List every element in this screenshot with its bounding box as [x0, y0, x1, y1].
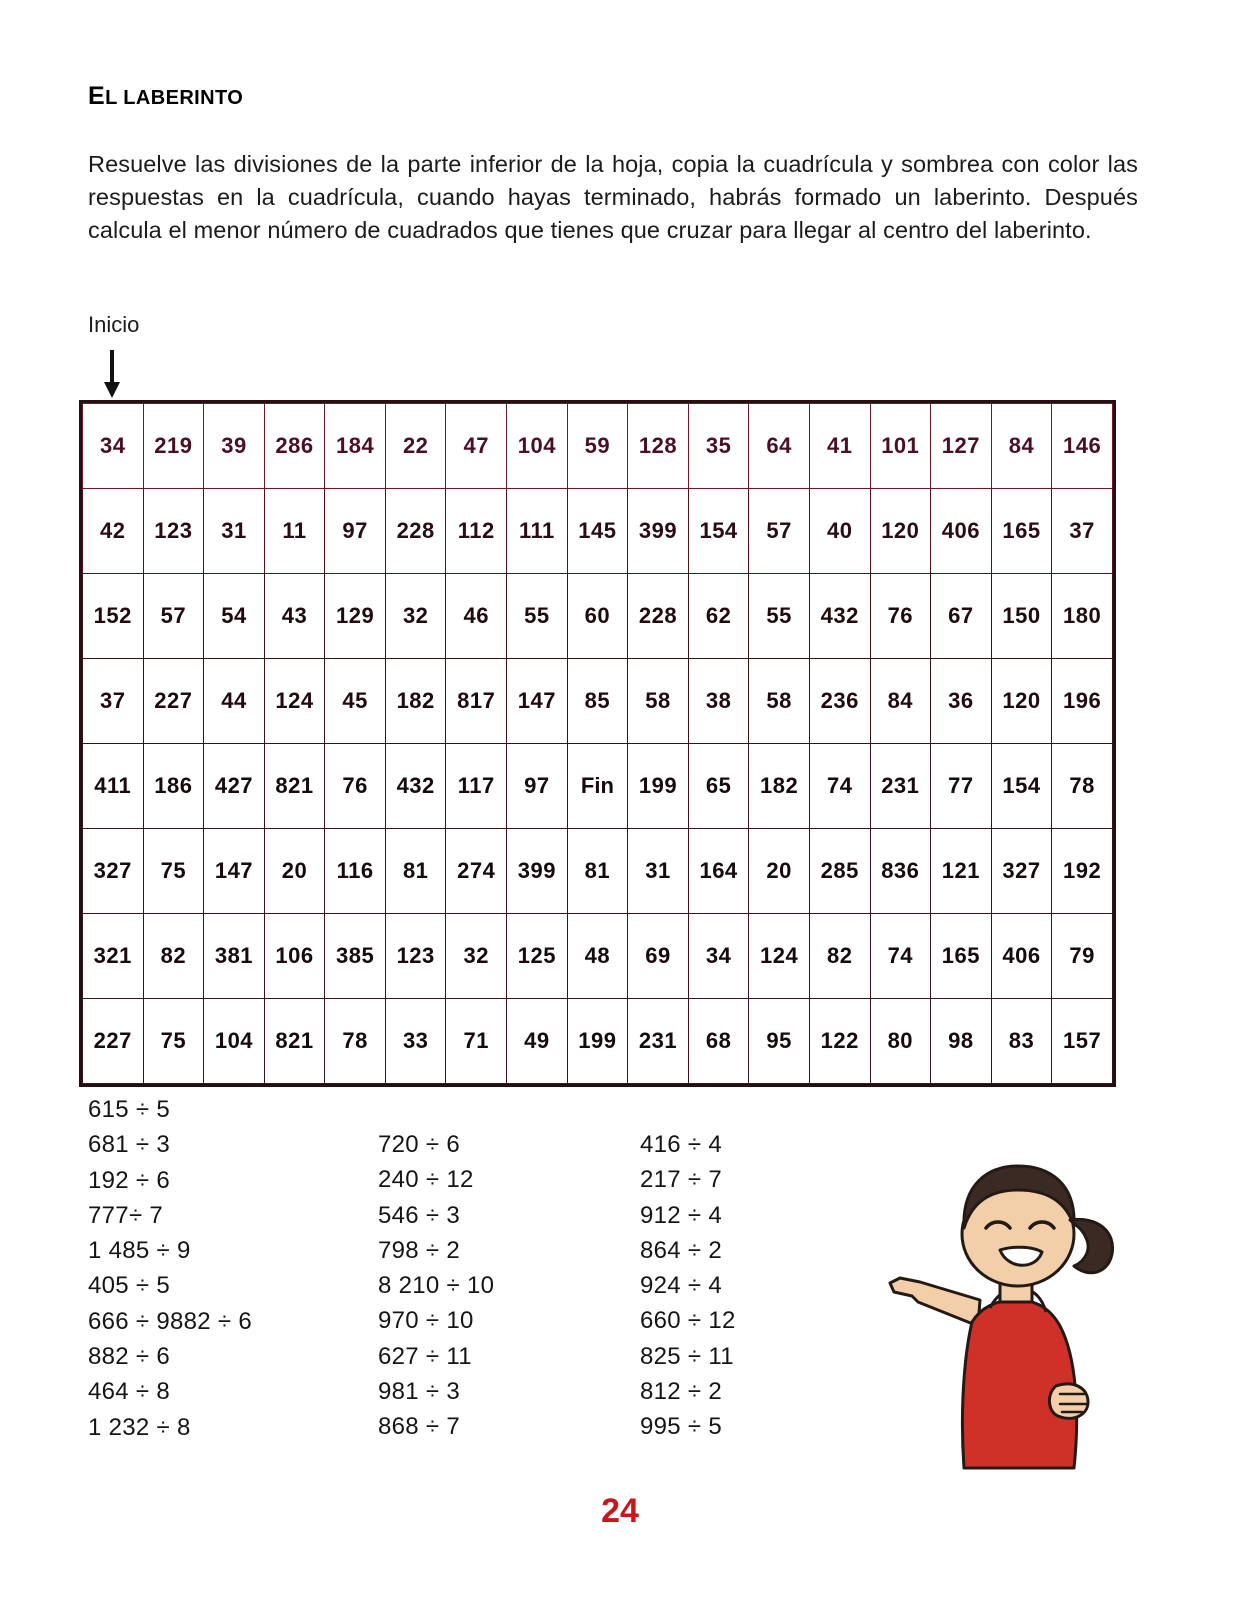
maze-cell[interactable]: 84 — [870, 659, 931, 744]
maze-cell[interactable]: 78 — [325, 999, 386, 1084]
maze-row — [83, 574, 1113, 659]
maze-row — [83, 999, 1113, 1084]
maze-cell[interactable]: 164 — [688, 829, 749, 914]
maze-row — [83, 914, 1113, 999]
maze-cell[interactable]: 228 — [385, 489, 446, 574]
maze-cell[interactable]: 406 — [931, 489, 992, 574]
maze-cell[interactable]: 227 — [143, 659, 204, 744]
division-problem: 8 210 ÷ 10 — [378, 1272, 495, 1300]
maze-cell[interactable]: 165 — [931, 914, 992, 999]
division-problem: 192 ÷ 6 — [88, 1166, 170, 1194]
maze-cell[interactable]: 150 — [991, 574, 1052, 659]
maze-cell[interactable]: 42 — [83, 489, 144, 574]
maze-cell[interactable]: 33 — [385, 999, 446, 1084]
maze-cell[interactable]: 62 — [688, 574, 749, 659]
division-problem: 798 ÷ 2 — [378, 1236, 460, 1264]
maze-cell[interactable]: 84 — [991, 404, 1052, 489]
maze-grid-body — [83, 404, 1113, 1084]
maze-cell[interactable]: 95 — [749, 999, 810, 1084]
maze-row — [83, 659, 1113, 744]
maze-cell[interactable]: 58 — [628, 659, 689, 744]
maze-cell[interactable]: 39 — [204, 404, 265, 489]
maze-cell[interactable]: 145 — [567, 489, 628, 574]
division-problem: 720 ÷ 6 — [378, 1131, 460, 1158]
maze-cell[interactable]: 432 — [385, 744, 446, 829]
division-problem: 546 ÷ 3 — [378, 1201, 460, 1229]
division-problem: 825 ÷ 11 — [640, 1342, 734, 1370]
maze-cell[interactable]: 55 — [749, 574, 810, 659]
maze-cell[interactable]: 85 — [567, 659, 628, 744]
maze-cell[interactable]: 68 — [688, 999, 749, 1084]
division-problem: 681 ÷ 3 — [88, 1131, 170, 1159]
maze-cell[interactable]: 154 — [991, 744, 1052, 829]
division-problem: 970 ÷ 10 — [378, 1307, 474, 1335]
division-problem: 777÷ 7 — [88, 1201, 164, 1229]
maze-cell[interactable]: 112 — [446, 489, 507, 574]
maze-cell[interactable]: 327 — [991, 829, 1052, 914]
maze-cell[interactable]: 123 — [143, 489, 204, 574]
maze-cell[interactable]: 432 — [809, 574, 870, 659]
maze-cell[interactable]: 321 — [83, 914, 144, 999]
division-problem: 1 232 ÷ 8 — [88, 1413, 191, 1441]
maze-cell[interactable]: 199 — [628, 744, 689, 829]
division-problem: 924 ÷ 4 — [640, 1272, 722, 1300]
maze-cell[interactable]: 327 — [83, 829, 144, 914]
maze-cell[interactable]: 184 — [325, 404, 386, 489]
maze-cell[interactable]: 227 — [83, 999, 144, 1084]
maze-grid-container — [79, 400, 1116, 1087]
maze-cell[interactable]: 78 — [1052, 744, 1113, 829]
maze-cell[interactable]: 124 — [749, 914, 810, 999]
maze-cell[interactable]: 46 — [446, 574, 507, 659]
maze-cell[interactable]: 37 — [83, 659, 144, 744]
maze-cell[interactable]: 82 — [809, 914, 870, 999]
division-problem: 864 ÷ 2 — [640, 1236, 722, 1264]
maze-cell[interactable]: 182 — [749, 744, 810, 829]
maze-cell[interactable]: 74 — [809, 744, 870, 829]
maze-cell[interactable]: 125 — [507, 914, 568, 999]
division-problem: 812 ÷ 2 — [640, 1378, 722, 1406]
maze-cell[interactable]: 82 — [143, 914, 204, 999]
maze-cell[interactable]: 49 — [507, 999, 568, 1084]
maze-cell[interactable]: 152 — [83, 574, 144, 659]
page-title-rest: L LABERINTO — [105, 87, 244, 109]
division-problem: 666 ÷ 9882 ÷ 6 — [88, 1307, 252, 1335]
maze-cell[interactable]: 40 — [809, 489, 870, 574]
division-problem: 217 ÷ 7 — [640, 1166, 722, 1194]
maze-cell[interactable]: 111 — [507, 489, 568, 574]
division-problem: 240 ÷ 12 — [378, 1166, 474, 1194]
maze-cell[interactable]: 219 — [143, 404, 204, 489]
maze-cell[interactable]: 80 — [870, 999, 931, 1084]
maze-cell[interactable]: 381 — [204, 914, 265, 999]
maze-cell[interactable]: 71 — [446, 999, 507, 1084]
maze-cell[interactable]: 76 — [870, 574, 931, 659]
division-problem: 912 ÷ 4 — [640, 1201, 722, 1229]
page-title — [88, 82, 243, 111]
division-problem: 882 ÷ 6 — [88, 1343, 170, 1371]
maze-cell[interactable]: 196 — [1052, 659, 1113, 744]
maze-cell[interactable]: 54 — [204, 574, 265, 659]
page-title-initial: E — [88, 82, 106, 110]
maze-cell[interactable]: 399 — [507, 829, 568, 914]
maze-cell[interactable]: 104 — [204, 999, 265, 1084]
maze-row — [83, 744, 1113, 829]
maze-cell[interactable]: 31 — [204, 489, 265, 574]
page-number: 24 — [601, 1492, 639, 1530]
maze-cell[interactable]: 31 — [628, 829, 689, 914]
maze-cell[interactable]: 127 — [931, 404, 992, 489]
maze-cell[interactable]: 47 — [446, 404, 507, 489]
maze-cell[interactable]: 228 — [628, 574, 689, 659]
maze-cell[interactable]: 11 — [264, 489, 325, 574]
maze-grid — [82, 403, 1113, 1084]
division-problem: 405 ÷ 5 — [88, 1272, 170, 1300]
maze-cell[interactable]: 97 — [507, 744, 568, 829]
maze-cell[interactable]: 124 — [264, 659, 325, 744]
maze-cell[interactable]: 48 — [567, 914, 628, 999]
maze-cell[interactable]: 274 — [446, 829, 507, 914]
divisions-column-3 — [640, 1127, 736, 1445]
maze-cell[interactable]: 147 — [204, 829, 265, 914]
maze-cell[interactable]: 20 — [749, 829, 810, 914]
maze-cell[interactable]: 69 — [628, 914, 689, 999]
maze-cell[interactable]: 20 — [264, 829, 325, 914]
division-problem: 995 ÷ 5 — [640, 1413, 722, 1441]
maze-cell[interactable]: 75 — [143, 999, 204, 1084]
maze-cell[interactable]: 120 — [870, 489, 931, 574]
maze-cell[interactable]: 22 — [385, 404, 446, 489]
maze-cell[interactable]: 117 — [446, 744, 507, 829]
start-label: Inicio — [88, 312, 140, 337]
maze-cell[interactable]: 97 — [325, 489, 386, 574]
instructions-text: Resuelve las divisiones de la parte inferior de la hoja, copia la cuadrícula y sombrea con color las respuestas en la cuadrícula, cuando hayas terminado, habrás formado un laberinto. Después calcula el menor número de cuadrados que tienes que cruzar para llegar al centro del laberinto. — [88, 151, 1138, 243]
maze-cell[interactable]: 104 — [507, 404, 568, 489]
maze-cell[interactable]: 192 — [1052, 829, 1113, 914]
maze-cell[interactable]: 399 — [628, 489, 689, 574]
maze-cell[interactable]: 123 — [385, 914, 446, 999]
maze-cell[interactable]: 165 — [991, 489, 1052, 574]
maze-cell[interactable]: 59 — [567, 404, 628, 489]
maze-cell[interactable]: 180 — [1052, 574, 1113, 659]
down-arrow-icon — [101, 350, 123, 398]
maze-cell[interactable]: 75 — [143, 829, 204, 914]
maze-cell[interactable]: 98 — [931, 999, 992, 1084]
maze-cell[interactable]: 43 — [264, 574, 325, 659]
maze-cell[interactable]: 406 — [991, 914, 1052, 999]
maze-cell[interactable]: 37 — [1052, 489, 1113, 574]
maze-cell[interactable]: 231 — [628, 999, 689, 1084]
maze-cell[interactable]: 122 — [809, 999, 870, 1084]
maze-cell[interactable]: 116 — [325, 829, 386, 914]
division-problem: 615 ÷ 5 — [88, 1096, 170, 1123]
maze-cell[interactable]: 65 — [688, 744, 749, 829]
maze-cell[interactable]: 60 — [567, 574, 628, 659]
maze-cell[interactable]: 147 — [507, 659, 568, 744]
division-problem: 981 ÷ 3 — [378, 1378, 460, 1406]
maze-cell[interactable]: 427 — [204, 744, 265, 829]
maze-cell[interactable]: 35 — [688, 404, 749, 489]
maze-cell[interactable]: 58 — [749, 659, 810, 744]
maze-cell[interactable]: 79 — [1052, 914, 1113, 999]
maze-cell[interactable]: 186 — [143, 744, 204, 829]
girl-pointing-illustration — [860, 1150, 1160, 1480]
maze-cell[interactable]: 157 — [1052, 999, 1113, 1084]
maze-cell[interactable]: 231 — [870, 744, 931, 829]
maze-cell[interactable]: 57 — [143, 574, 204, 659]
maze-cell[interactable]: 55 — [507, 574, 568, 659]
division-problem: 868 ÷ 7 — [378, 1413, 460, 1441]
division-problem: 416 ÷ 4 — [640, 1131, 722, 1158]
maze-cell[interactable]: 121 — [931, 829, 992, 914]
maze-cell[interactable]: 817 — [446, 659, 507, 744]
divisions-column-2 — [378, 1127, 494, 1445]
maze-cell[interactable]: 67 — [931, 574, 992, 659]
maze-cell[interactable]: 44 — [204, 659, 265, 744]
maze-cell[interactable]: 64 — [749, 404, 810, 489]
maze-cell-end[interactable]: Fin — [567, 744, 628, 829]
maze-cell[interactable]: 385 — [325, 914, 386, 999]
maze-cell[interactable]: 182 — [385, 659, 446, 744]
maze-cell[interactable]: 38 — [688, 659, 749, 744]
divisions-column-1 — [88, 1092, 252, 1445]
maze-cell[interactable]: 36 — [931, 659, 992, 744]
maze-cell[interactable]: 32 — [446, 914, 507, 999]
maze-cell[interactable]: 236 — [809, 659, 870, 744]
maze-cell[interactable]: 32 — [385, 574, 446, 659]
maze-row — [83, 829, 1113, 914]
maze-row — [83, 404, 1113, 489]
division-problem: 627 ÷ 11 — [378, 1342, 472, 1370]
maze-cell[interactable]: 57 — [749, 489, 810, 574]
maze-cell[interactable]: 129 — [325, 574, 386, 659]
maze-cell[interactable]: 106 — [264, 914, 325, 999]
maze-row — [83, 489, 1113, 574]
maze-cell[interactable]: 146 — [1052, 404, 1113, 489]
maze-cell[interactable]: 74 — [870, 914, 931, 999]
maze-cell[interactable]: 199 — [567, 999, 628, 1084]
maze-cell[interactable]: 45 — [325, 659, 386, 744]
maze-cell[interactable]: 34 — [688, 914, 749, 999]
maze-cell[interactable]: 286 — [264, 404, 325, 489]
division-problem: 464 ÷ 8 — [88, 1378, 170, 1406]
maze-cell[interactable]: 34 — [83, 404, 144, 489]
maze-cell[interactable]: 81 — [385, 829, 446, 914]
maze-cell[interactable]: 81 — [567, 829, 628, 914]
maze-cell[interactable]: 411 — [83, 744, 144, 829]
maze-cell[interactable]: 76 — [325, 744, 386, 829]
maze-cell[interactable]: 154 — [688, 489, 749, 574]
maze-cell[interactable]: 41 — [809, 404, 870, 489]
maze-cell[interactable]: 83 — [991, 999, 1052, 1084]
maze-cell[interactable]: 120 — [991, 659, 1052, 744]
division-problem: 1 485 ÷ 9 — [88, 1237, 191, 1265]
maze-cell[interactable]: 836 — [870, 829, 931, 914]
maze-cell[interactable]: 821 — [264, 744, 325, 829]
maze-cell[interactable]: 77 — [931, 744, 992, 829]
division-problem: 660 ÷ 12 — [640, 1307, 736, 1335]
maze-cell[interactable]: 821 — [264, 999, 325, 1084]
maze-cell[interactable]: 101 — [870, 404, 931, 489]
maze-cell[interactable]: 128 — [628, 404, 689, 489]
maze-cell[interactable]: 285 — [809, 829, 870, 914]
